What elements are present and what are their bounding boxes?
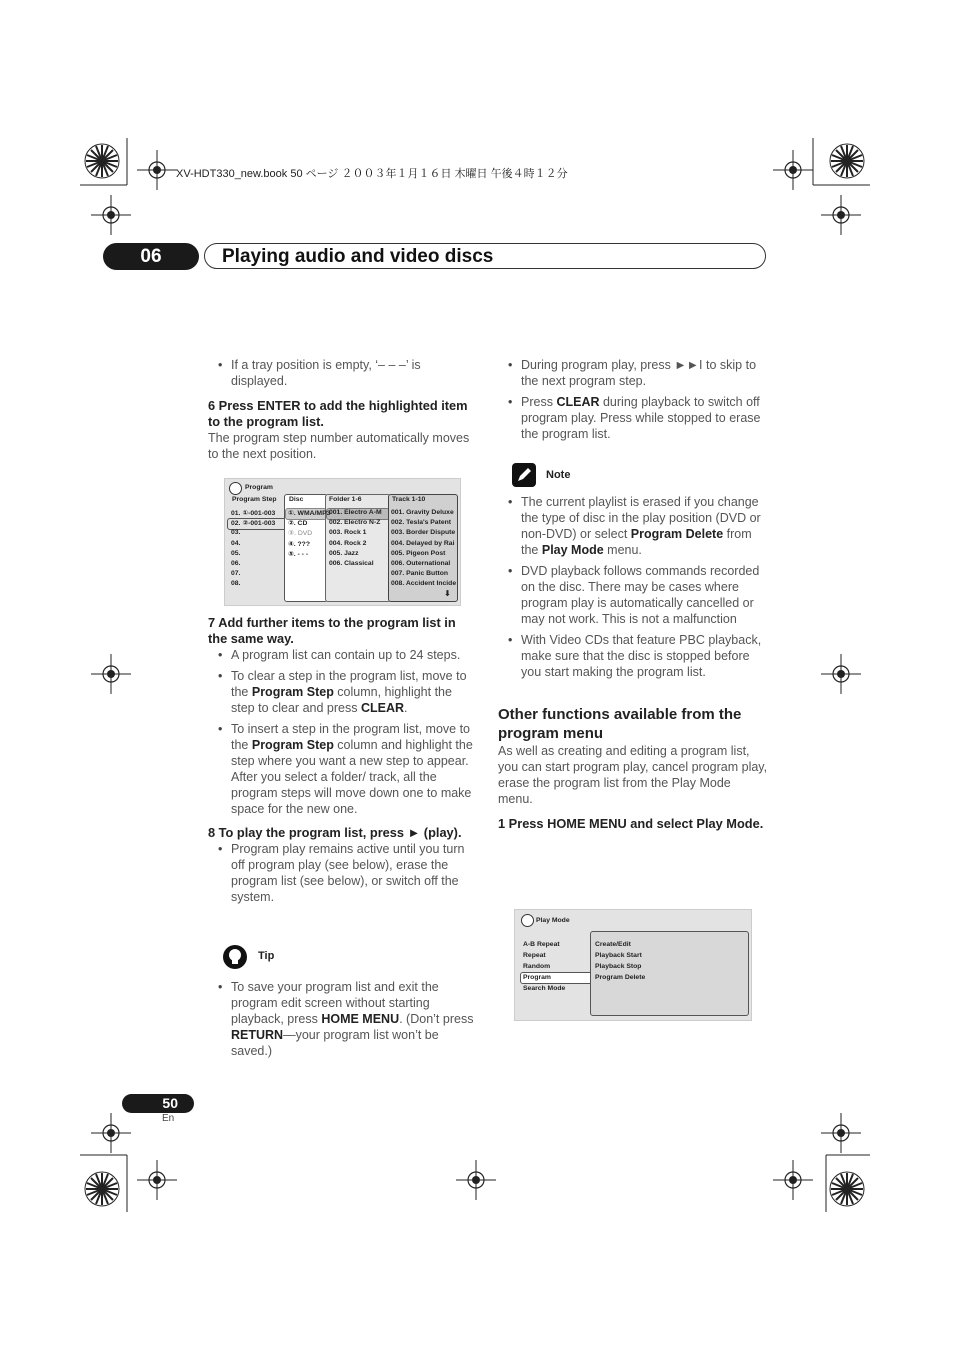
program-step-item: 06. xyxy=(231,560,241,567)
play-mode-submenu-item: Program Delete xyxy=(595,974,646,981)
program-screen-title: Program xyxy=(245,484,273,491)
track-item: 004. Delayed by Rai xyxy=(391,539,455,547)
folder-item: 002. Electro N-Z xyxy=(329,519,381,527)
note-bullet: • With Video CDs that feature PBC playback, make sure that the disc is stopped before you start making the program list. xyxy=(498,632,768,680)
program-step-item: 04. xyxy=(231,539,241,547)
step-7-bullet: • To insert a step in the program list, move to the Program Step column and highlight the step where you want a new step to appear. After you select a folder/ track, all the program steps will move down one to make space for the new one. xyxy=(208,721,478,817)
program-icon xyxy=(229,482,242,495)
col-disc: Disc xyxy=(289,496,304,503)
folder-item: 003. Rock 1 xyxy=(329,529,367,537)
disc-item: ③. DVD xyxy=(288,530,313,538)
play-mode-menu-item: Repeat xyxy=(523,952,546,959)
note-section xyxy=(498,494,768,832)
tip-label: Tip xyxy=(258,950,275,962)
program-step-item: 01. ①-001-003 xyxy=(231,510,276,517)
program-screen xyxy=(224,478,461,606)
step-7-title: 7 Add further items to the program list in the same way. xyxy=(208,615,456,646)
play-mode-menu-item: Search Mode xyxy=(523,985,566,992)
page-number: 50 xyxy=(122,1094,194,1113)
left-column xyxy=(208,357,478,462)
program-step-item: 07. xyxy=(231,570,241,578)
col-track: Track 1-10 xyxy=(392,496,426,503)
col-program-step: Program Step xyxy=(232,496,277,503)
bullet-clear: • Press CLEAR during playback to switch off program play. Press while stopped to erase the program list. xyxy=(498,394,768,442)
play-mode-screen-title: Play Mode xyxy=(536,917,570,924)
step-6-title: 6 Press ENTER to add the highlighted item to the program list. xyxy=(208,398,468,429)
play-mode-menu-item: A-B Repeat xyxy=(523,941,560,948)
program-step-item: 05. xyxy=(231,549,241,557)
play-mode-submenu-item: Playback Stop xyxy=(595,963,642,970)
note-label: Note xyxy=(546,469,571,481)
left-column-2 xyxy=(208,615,478,910)
print-header: XV-HDT330_new.book 50 ページ ２００３年１月１６日 木曜日 午後４時１２分 xyxy=(176,168,568,180)
tip-lightbulb-icon xyxy=(222,944,248,970)
track-item: 008. Accident Incide xyxy=(391,580,457,588)
chapter-title-box xyxy=(204,243,766,269)
tip-bullet: • To save your program list and exit the program edit screen without starting playback, press HOME MENU. (Don’t press RETURN—your program list won’t be saved.) xyxy=(208,979,478,1059)
play-mode-menu-item: Random xyxy=(523,963,551,970)
play-mode-menu-item: Program xyxy=(523,974,551,981)
col-folder: Folder 1-6 xyxy=(329,496,362,503)
step-7-bullets xyxy=(208,647,478,817)
chapter-title: Playing audio and video discs xyxy=(222,246,494,267)
step-7-bullet: • To clear a step in the program list, move to the Program Step column, highlight the step to clear and press CLEAR. xyxy=(208,668,478,716)
section-other-functions-body: As well as creating and editing a program list, you can start program play, cancel program play, erase the program list from the Play Mode menu. xyxy=(498,744,768,806)
bullet-empty-tray: • If a tray position is empty, ‘– – –’ is displayed. xyxy=(208,357,478,389)
track-item: 003. Border Dispute xyxy=(391,529,456,537)
note-bullets xyxy=(498,494,768,680)
program-step-item: 03. xyxy=(231,529,241,537)
play-mode-screen xyxy=(514,909,752,1021)
tip-section xyxy=(208,979,478,1064)
program-step-item: 08. xyxy=(231,580,241,588)
step-6-body: The program step number automatically moves to the next position. xyxy=(208,431,470,461)
track-item: 007. Panic Button xyxy=(391,570,449,578)
folder-item: 006. Classical xyxy=(329,560,374,567)
page-language: En xyxy=(162,1113,175,1124)
disc-item: ②. CD xyxy=(288,520,308,528)
track-item: 001. Gravity Deluxe xyxy=(391,509,454,516)
play-mode-step-1-title: 1 Press HOME MENU and select Play Mode. xyxy=(498,816,764,831)
disc-item: ①. WMA/MP3 xyxy=(288,510,331,517)
chapter-number: 06 xyxy=(103,243,199,270)
track-item: 006. Outernational xyxy=(391,560,451,567)
folder-item: 005. Jazz xyxy=(329,549,359,557)
folder-item: 001. Electro A-M xyxy=(329,509,382,516)
play-mode-submenu-item: Create/Edit xyxy=(595,941,631,948)
step-8-title: 8 To play the program list, press ► (play). xyxy=(208,825,462,840)
step-7-bullet: • A program list can contain up to 24 steps. xyxy=(208,647,478,663)
section-other-functions-title: Other functions available from the program menu xyxy=(498,706,742,742)
right-column xyxy=(498,357,768,447)
scroll-down-arrow-icon: ⬇ xyxy=(444,589,451,598)
track-item: 002. Tesla's Patent xyxy=(391,519,452,527)
step-8-bullet: • Program play remains active until you turn off program play (see below), erase the program list (see below), or switch off the system. xyxy=(208,841,478,905)
play-mode-submenu-item: Playback Start xyxy=(595,952,642,959)
disc-item: ⑤. - - - xyxy=(288,550,309,558)
note-bullet: • DVD playback follows commands recorded on the disc. There may be cases where program play is automatically cancelled or may not work. This is not a malfunction xyxy=(498,563,768,627)
play-mode-icon xyxy=(521,914,534,927)
disc-item: ④. ??? xyxy=(288,540,310,548)
note-pencil-icon xyxy=(512,463,536,487)
program-step-item: 02. ②-001-003 xyxy=(231,520,276,528)
note-bullet: • The current playlist is erased if you change the type of disc in the play position (DVD or non-DVD) or select Program Delete from the Play Mode menu. xyxy=(498,494,768,558)
folder-item: 004. Rock 2 xyxy=(329,539,367,547)
bullet-skip: • During program play, press ►►I to skip to the next program step. xyxy=(498,357,768,389)
track-item: 005. Pigeon Post xyxy=(391,549,446,557)
